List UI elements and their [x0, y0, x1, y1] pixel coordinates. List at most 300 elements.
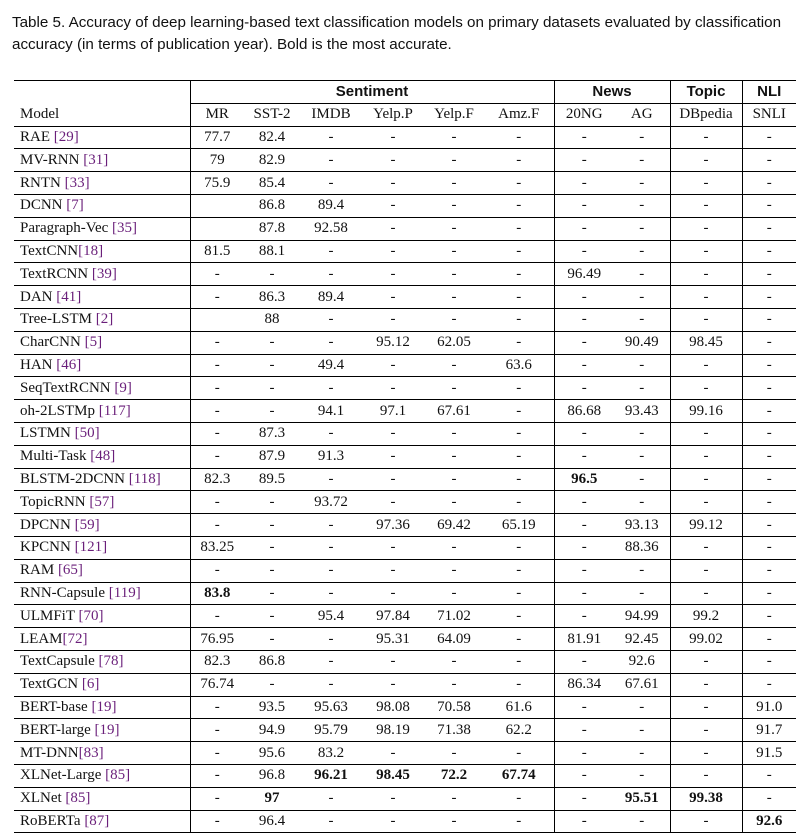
- value: -: [328, 676, 334, 693]
- value-cell: [484, 696, 554, 719]
- model-name: MT-DNN: [20, 744, 79, 761]
- value: 94.1: [317, 402, 345, 419]
- col-sst2: SST-2: [244, 103, 300, 126]
- value-cell: [190, 582, 244, 605]
- citation-link[interactable]: [121]: [74, 539, 108, 556]
- value: -: [451, 425, 457, 442]
- best-value: 98.45: [376, 767, 410, 784]
- table-row: [14, 605, 796, 628]
- value: -: [639, 242, 645, 259]
- value-cell: [244, 308, 300, 331]
- value-cell: [190, 514, 244, 537]
- value: 86.8: [258, 197, 286, 214]
- value-cell: [244, 719, 300, 742]
- best-value: 72.2: [440, 767, 468, 784]
- value-cell: [554, 194, 614, 217]
- value: 65.19: [501, 516, 536, 533]
- value-cell: [742, 445, 796, 468]
- group-sentiment: Sentiment: [190, 81, 554, 104]
- value-cell: [614, 605, 670, 628]
- value: -: [390, 265, 396, 282]
- value: -: [214, 402, 220, 419]
- value: -: [214, 812, 220, 829]
- value-cell: [424, 605, 484, 628]
- value: -: [766, 607, 772, 624]
- citation-link[interactable]: [78]: [98, 653, 124, 670]
- table-row: [14, 696, 796, 719]
- value-cell: [614, 468, 670, 491]
- value-cell: [362, 536, 424, 559]
- value: -: [516, 744, 522, 761]
- value: -: [581, 425, 587, 442]
- citation-link[interactable]: [19]: [94, 721, 120, 738]
- value-cell: [554, 217, 614, 240]
- model-name-cell: [14, 377, 190, 400]
- value: -: [703, 379, 709, 396]
- model-name-cell: [14, 559, 190, 582]
- value-cell: [484, 536, 554, 559]
- value: -: [703, 470, 709, 487]
- model-name-cell: [14, 536, 190, 559]
- value: -: [269, 584, 275, 601]
- value: -: [639, 767, 645, 784]
- value-cell: [670, 217, 742, 240]
- value-cell: [554, 650, 614, 673]
- citation-link[interactable]: [7]: [66, 197, 84, 214]
- value: -: [328, 425, 334, 442]
- value: 82.9: [258, 151, 286, 168]
- value-cell: [244, 468, 300, 491]
- value: -: [451, 539, 457, 556]
- model-name: RNTN: [20, 174, 61, 191]
- value: 95.63: [314, 698, 348, 715]
- value-cell: [554, 468, 614, 491]
- model-name: BLSTM-2DCNN: [20, 470, 126, 487]
- model-name-cell: [14, 286, 190, 309]
- value-cell: [424, 286, 484, 309]
- value: -: [639, 288, 645, 305]
- citation-link[interactable]: [6]: [81, 676, 100, 693]
- value: 91.5: [756, 744, 783, 761]
- value: -: [516, 288, 522, 305]
- value: -: [766, 242, 772, 259]
- value: -: [516, 812, 522, 829]
- citation-link[interactable]: [35]: [112, 220, 138, 237]
- citation-link[interactable]: [50]: [74, 425, 100, 442]
- value: -: [451, 220, 457, 237]
- model-name-cell: [14, 422, 190, 445]
- citation-link[interactable]: [41]: [56, 288, 82, 305]
- value-cell: [190, 764, 244, 787]
- value-cell: [424, 536, 484, 559]
- citation-link[interactable]: [9]: [114, 379, 132, 396]
- value-cell: [300, 491, 362, 514]
- value: -: [390, 470, 396, 487]
- value: -: [390, 288, 396, 305]
- value-cell: [554, 810, 614, 833]
- value: -: [516, 334, 522, 351]
- model-name-cell: [14, 810, 190, 833]
- value: -: [766, 470, 772, 487]
- value: -: [451, 448, 457, 465]
- value: 95.4: [317, 607, 345, 624]
- citation-link[interactable]: [72]: [62, 630, 88, 647]
- value: -: [639, 356, 645, 373]
- value: -: [581, 812, 587, 829]
- value-cell: [300, 263, 362, 286]
- value-cell: [362, 331, 424, 354]
- value-cell: [190, 468, 244, 491]
- value-cell: [670, 491, 742, 514]
- value: -: [639, 197, 645, 214]
- value-cell: [670, 445, 742, 468]
- value: 87.3: [258, 425, 286, 442]
- model-name-cell: [14, 742, 190, 765]
- value-cell: [244, 582, 300, 605]
- value: -: [639, 425, 645, 442]
- value-cell: [554, 742, 614, 765]
- value-cell: [670, 605, 742, 628]
- model-name-cell: [14, 126, 190, 149]
- value-cell: [362, 582, 424, 605]
- value-cell: [614, 559, 670, 582]
- value: 95.6: [258, 744, 286, 761]
- value: 99.12: [689, 516, 723, 533]
- model-name-cell: [14, 308, 190, 331]
- value: -: [269, 607, 275, 624]
- value-cell: [362, 787, 424, 810]
- value-cell: [484, 582, 554, 605]
- value-cell: [424, 468, 484, 491]
- value: -: [581, 151, 587, 168]
- table-caption: Table 5. Accuracy of deep learning-based text classification models on primary datasets evaluated by classification accuracy (in terms of publication year). Bold is the most accurate.: [12, 14, 782, 53]
- value: -: [214, 288, 220, 305]
- value-cell: [190, 377, 244, 400]
- value-cell: [554, 172, 614, 195]
- value-cell: [190, 559, 244, 582]
- table-row: [14, 514, 796, 537]
- value: 86.8: [258, 653, 286, 670]
- value: -: [214, 334, 220, 351]
- value: -: [451, 242, 457, 259]
- value-cell: [244, 331, 300, 354]
- value-cell: [614, 582, 670, 605]
- value: -: [451, 174, 457, 191]
- value-cell: [742, 696, 796, 719]
- table-row: [14, 354, 796, 377]
- value: -: [639, 744, 645, 761]
- value-cell: [190, 422, 244, 445]
- value: 81.91: [567, 630, 602, 647]
- value: -: [766, 448, 772, 465]
- value: -: [766, 311, 772, 328]
- table-row: [14, 422, 796, 445]
- value-cell: [424, 673, 484, 696]
- group-nli: NLI: [742, 81, 796, 104]
- value-cell: [190, 308, 244, 331]
- value: -: [703, 653, 709, 670]
- value-cell: [614, 240, 670, 263]
- citation-link[interactable]: [70]: [78, 607, 104, 624]
- value-cell: [670, 331, 742, 354]
- value-cell: [742, 605, 796, 628]
- citation-link[interactable]: [31]: [83, 151, 109, 168]
- value-cell: [742, 422, 796, 445]
- model-name: XLNet-Large: [20, 767, 102, 784]
- value: -: [214, 790, 220, 807]
- citation-link[interactable]: [39]: [91, 265, 117, 282]
- value-cell: [742, 217, 796, 240]
- value: -: [766, 356, 772, 373]
- value: -: [269, 356, 275, 373]
- value: 99.02: [689, 630, 723, 647]
- value-cell: [484, 719, 554, 742]
- value: 71.38: [437, 721, 471, 738]
- value: 92.6: [628, 653, 655, 670]
- value: 93.13: [624, 516, 659, 533]
- value-cell: [554, 764, 614, 787]
- value: -: [451, 311, 457, 328]
- value: 96.8: [258, 767, 286, 784]
- value-cell: [190, 673, 244, 696]
- value: -: [766, 288, 772, 305]
- value: -: [269, 676, 275, 693]
- value: -: [581, 242, 587, 259]
- value-cell: [362, 240, 424, 263]
- value-cell: [244, 240, 300, 263]
- value: -: [328, 265, 334, 282]
- value-cell: [742, 764, 796, 787]
- value-cell: [190, 286, 244, 309]
- value-cell: [190, 194, 244, 217]
- citation-link[interactable]: [18]: [78, 242, 104, 259]
- value-cell: [424, 377, 484, 400]
- value-cell: [614, 764, 670, 787]
- value: -: [328, 242, 334, 259]
- model-name: Tree-LSTM: [20, 311, 92, 328]
- value-cell: [300, 354, 362, 377]
- value-cell: [244, 628, 300, 651]
- value-cell: [244, 286, 300, 309]
- value-cell: [362, 400, 424, 423]
- citation-link[interactable]: [65]: [57, 562, 83, 579]
- value: -: [328, 539, 334, 556]
- table-row: [14, 308, 796, 331]
- value: -: [703, 220, 709, 237]
- value: -: [703, 812, 709, 829]
- value: 93.5: [258, 698, 286, 715]
- value-cell: [244, 559, 300, 582]
- value: 96.4: [258, 812, 286, 829]
- value: -: [766, 197, 772, 214]
- citation-link[interactable]: [59]: [74, 516, 100, 533]
- citation-link[interactable]: [118]: [128, 470, 161, 487]
- value-cell: [484, 422, 554, 445]
- value: 97.84: [376, 607, 410, 624]
- value-cell: [300, 422, 362, 445]
- value-cell: [670, 787, 742, 810]
- model-name-cell: [14, 696, 190, 719]
- citation-link[interactable]: [5]: [84, 334, 103, 351]
- value: -: [703, 562, 709, 579]
- citation-link[interactable]: [57]: [89, 493, 115, 510]
- value-cell: [554, 263, 614, 286]
- value: -: [766, 174, 772, 191]
- value-cell: [300, 742, 362, 765]
- value-cell: [300, 445, 362, 468]
- value: -: [390, 653, 396, 670]
- value-cell: [424, 491, 484, 514]
- value: -: [390, 311, 396, 328]
- value-cell: [554, 787, 614, 810]
- citation-link[interactable]: [46]: [56, 356, 82, 373]
- value: -: [639, 220, 645, 237]
- value: -: [581, 607, 587, 624]
- value: -: [766, 379, 772, 396]
- citation-link[interactable]: [119]: [108, 584, 141, 601]
- model-name-cell: [14, 787, 190, 810]
- model-name: DAN: [20, 288, 53, 305]
- value: 75.9: [204, 174, 231, 191]
- value-cell: [300, 149, 362, 172]
- value: -: [516, 493, 522, 510]
- model-name-cell: [14, 149, 190, 172]
- citation-link[interactable]: [2]: [95, 311, 114, 328]
- citation-link[interactable]: [85]: [65, 790, 91, 807]
- model-name-cell: [14, 650, 190, 673]
- citation-link[interactable]: [85]: [105, 767, 131, 784]
- value: -: [451, 470, 457, 487]
- value: -: [766, 265, 772, 282]
- value: -: [214, 516, 220, 533]
- value-cell: [424, 445, 484, 468]
- model-name-cell: [14, 628, 190, 651]
- value: -: [451, 197, 457, 214]
- value-cell: [614, 422, 670, 445]
- value: -: [390, 812, 396, 829]
- value-cell: [614, 787, 670, 810]
- value-cell: [190, 331, 244, 354]
- value: -: [328, 562, 334, 579]
- model-name: RoBERTa: [20, 812, 81, 829]
- value: -: [581, 516, 587, 533]
- value: 93.72: [314, 493, 348, 510]
- value-cell: [554, 514, 614, 537]
- table-row: [14, 445, 796, 468]
- value: -: [451, 676, 457, 693]
- value-cell: [742, 263, 796, 286]
- value: -: [328, 174, 334, 191]
- col-20ng: 20NG: [554, 103, 614, 126]
- value-cell: [424, 628, 484, 651]
- value: -: [581, 493, 587, 510]
- value-cell: [614, 650, 670, 673]
- value-cell: [362, 514, 424, 537]
- value-cell: [362, 194, 424, 217]
- table-row: [14, 400, 796, 423]
- value-cell: [742, 400, 796, 423]
- citation-link[interactable]: [29]: [53, 128, 79, 145]
- model-name: RNN-Capsule: [20, 584, 105, 601]
- value: -: [703, 265, 709, 282]
- table-row: [14, 559, 796, 582]
- table-row: [14, 126, 796, 149]
- citation-link[interactable]: [117]: [98, 402, 131, 419]
- value-cell: [190, 605, 244, 628]
- citation-link[interactable]: [87]: [84, 812, 110, 829]
- best-value: 67.74: [501, 767, 536, 784]
- value: 98.08: [376, 698, 410, 715]
- citation-link[interactable]: [48]: [90, 448, 116, 465]
- value: -: [269, 516, 275, 533]
- model-name: SeqTextRCNN: [20, 379, 111, 396]
- value: -: [390, 425, 396, 442]
- value-cell: [484, 787, 554, 810]
- group-news: News: [554, 81, 670, 104]
- value-cell: [424, 422, 484, 445]
- citation-link[interactable]: [19]: [91, 698, 117, 715]
- value-cell: [190, 491, 244, 514]
- value: -: [516, 584, 522, 601]
- value-cell: [190, 696, 244, 719]
- value-cell: [300, 240, 362, 263]
- value: -: [581, 653, 587, 670]
- model-name-cell: [14, 468, 190, 491]
- value: -: [639, 311, 645, 328]
- value: -: [328, 151, 334, 168]
- col-ag: AG: [614, 103, 670, 126]
- value: -: [269, 379, 275, 396]
- value-cell: [484, 764, 554, 787]
- value-cell: [554, 149, 614, 172]
- table-row: [14, 719, 796, 742]
- value: -: [214, 767, 220, 784]
- value: 95.31: [376, 630, 410, 647]
- value-cell: [742, 559, 796, 582]
- value: -: [390, 197, 396, 214]
- model-name: TextCNN: [20, 242, 79, 259]
- value-cell: [484, 491, 554, 514]
- value-cell: [670, 377, 742, 400]
- value-cell: [484, 172, 554, 195]
- value: -: [451, 379, 457, 396]
- model-name: MV-RNN: [20, 151, 80, 168]
- value-cell: [554, 422, 614, 445]
- value-cell: [614, 536, 670, 559]
- value: -: [269, 402, 275, 419]
- value: -: [703, 151, 709, 168]
- model-name-cell: [14, 605, 190, 628]
- value-cell: [670, 263, 742, 286]
- value-cell: [190, 628, 244, 651]
- value-cell: [484, 126, 554, 149]
- value-cell: [424, 354, 484, 377]
- value: 77.7: [204, 128, 231, 145]
- citation-link[interactable]: [83]: [78, 744, 104, 761]
- value-cell: [190, 149, 244, 172]
- value: -: [639, 265, 645, 282]
- value-cell: [244, 172, 300, 195]
- value-cell: [614, 719, 670, 742]
- value: 86.3: [258, 288, 286, 305]
- value-cell: [670, 286, 742, 309]
- value: -: [390, 174, 396, 191]
- citation-link[interactable]: [33]: [64, 174, 90, 191]
- value-cell: [554, 536, 614, 559]
- value: -: [639, 721, 645, 738]
- value-cell: [362, 217, 424, 240]
- value-cell: [190, 536, 244, 559]
